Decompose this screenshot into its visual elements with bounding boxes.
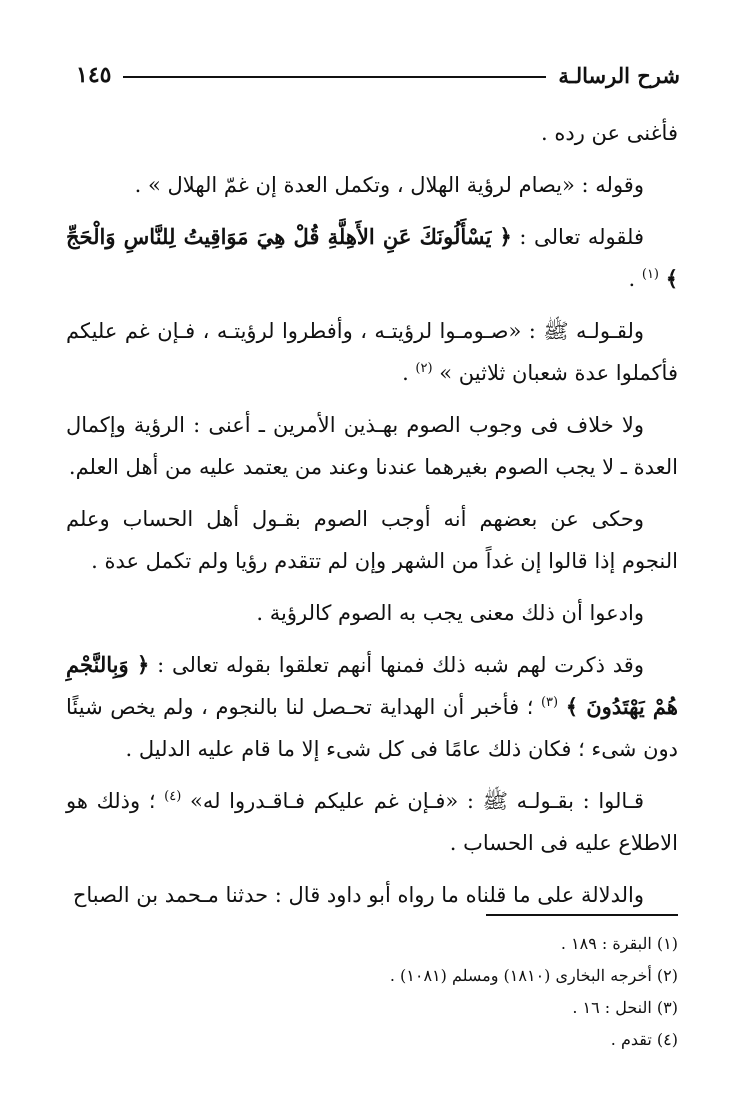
paragraph: وادعوا أن ذلك معنى يجب به الصوم كالرؤية . [256, 601, 644, 625]
quran-verse: ﴿ يَسْأَلُونَكَ عَنِ الأَهِلَّةِ قُلْ هِيَ مَوَاقِيتُ لِلنَّاسِ وَالْحَجِّ ﴾ [66, 224, 678, 291]
footnotes [300, 928, 678, 1056]
paragraph: وحكى عن بعضهم أنه أوجب الصوم بقـول أهل الحساب وعلم النجوم إذا قالوا إن غداً من الشهر وإن لم تتقدم رؤيا ولم تكمل عدة . [66, 507, 678, 573]
paragraph: قـالوا : بقـولـه ﷺ : «فـإن غم عليكم فـاقـدروا له» $^{(٤)}$ ؛ وذلك هو الاطلاع عليه فى الحساب . [66, 789, 678, 855]
paragraph: فلقوله تعالى : ﴿ يَسْأَلُونَكَ عَنِ الأَهِلَّةِ قُلْ هِيَ مَوَاقِيتُ لِلنَّاسِ وَالْحَجِّ ﴾ $^{(١)}$ . [66, 224, 678, 291]
footnote: (٢) أخرجه البخارى (١٨١٠) ومسلم (١٠٨١) . [389, 966, 678, 985]
page-header [76, 58, 680, 92]
footnote: (١) البقرة : ١٨٩ . [560, 934, 678, 953]
footnote-ref: (٣) [540, 695, 559, 710]
paragraph: فأغنى عن رده . [541, 121, 678, 145]
main-text [66, 112, 678, 926]
header-rule [123, 76, 546, 78]
page-number: ١٤٥ [76, 62, 112, 88]
paragraph: وقوله : «يصام لرؤية الهلال ، وتكمل العدة إن غمّ الهلال » . [134, 173, 644, 197]
paragraph: ولقـولـه ﷺ : «صـومـوا لرؤيتـه ، وأفطروا لرؤيتـه ، فـإن غم عليكم فأكملوا عدة شعبان ثلاثين » $^{(٢)}$ . [66, 319, 678, 385]
paragraph: والدلالة على ما قلناه ما رواه أبو داود قال : حدثنا مـحمد بن الصباح [72, 883, 644, 907]
footnote-ref: (٤) [164, 789, 182, 804]
quran-verse: ﴿ وَبِالنَّجْمِ هُمْ يَهْتَدُونَ ﴾ [66, 652, 678, 719]
running-title: شرح الرسالـة [558, 62, 680, 88]
footnote-ref: (٢) [415, 361, 433, 376]
footnote-separator [486, 914, 678, 916]
footnote: (٤) تقدم . [610, 1030, 678, 1049]
footnote-ref: (١) [641, 267, 659, 282]
footnote: (٣) النحل : ١٦ . [572, 998, 678, 1017]
paragraph: ولا خلاف فى وجوب الصوم بهـذين الأمرين ـ أعنى : الرؤية وإكمال العدة ـ لا يجب الصوم بغيرهما عندنا وعند من يعتمد عليه من أهل العلم. [66, 413, 678, 479]
paragraph: وقد ذكرت لهم شبه ذلك فمنها أنهم تعلقوا بقوله تعالى : ﴿ وَبِالنَّجْمِ هُمْ يَهْتَدُونَ ﴾ $^{(٣)}$ ؛ فأخبر أن الهداية تحـصل لنا بالنجوم ، ولم يخص شيئًا دون شىء ؛ فكان ذلك عامًا فى كل شىء إلا ما قام عليه الدليل . [66, 652, 678, 761]
